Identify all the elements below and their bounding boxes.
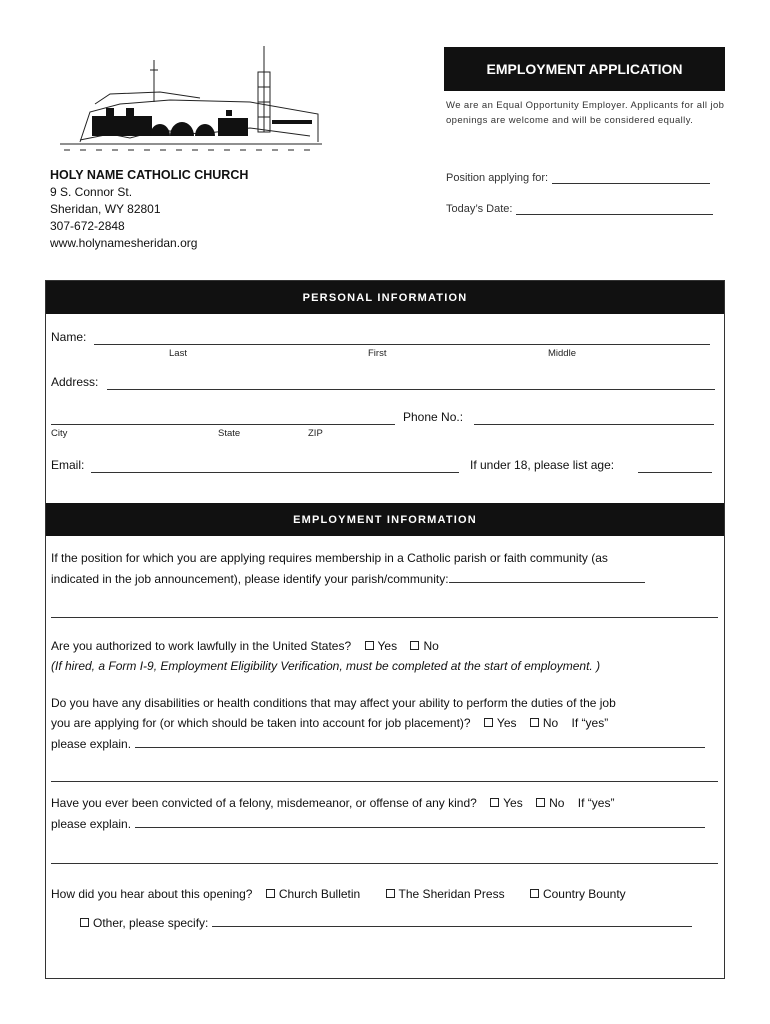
church-city: Sheridan, WY 82801 [50, 202, 161, 216]
eeo-statement: We are an Equal Opportunity Employer. Applicants for all job openings are welcome and will be considered equally. [446, 100, 725, 126]
name-label: Name: [51, 330, 87, 344]
employment-section-header: EMPLOYMENT INFORMATION [46, 503, 724, 536]
felony-yes-option[interactable] [490, 796, 523, 810]
email-label: Email: [51, 458, 85, 472]
form-title: EMPLOYMENT APPLICATION [444, 47, 725, 91]
church-street: 9 S. Connor St. [50, 185, 133, 199]
position-label: Position applying for: [446, 172, 549, 184]
yes-label: Yes [503, 796, 523, 810]
checkbox-icon[interactable] [365, 641, 374, 650]
felony-if-yes: If “yes” [577, 796, 615, 810]
church-website: www.holynamesheridan.org [50, 236, 198, 250]
middle-label: Middle [548, 348, 576, 359]
checkbox-icon[interactable] [490, 798, 499, 807]
felony-explain-line[interactable] [135, 813, 705, 828]
hear-bulletin-option[interactable] [266, 887, 360, 901]
zip-label: ZIP [308, 428, 323, 439]
no-label: No [423, 639, 439, 653]
checkbox-icon[interactable] [530, 889, 539, 898]
disability-explain-label: please explain. [51, 737, 132, 751]
checkbox-icon[interactable] [536, 798, 545, 807]
felony-question [51, 793, 721, 834]
yes-label: Yes [377, 639, 398, 653]
phone-line[interactable] [474, 424, 714, 425]
hear-other-option[interactable] [80, 912, 720, 933]
church-name: HOLY NAME CATHOLIC CHURCH [50, 168, 249, 182]
checkbox-icon[interactable] [80, 918, 89, 927]
address-line[interactable] [107, 389, 715, 390]
email-line[interactable] [91, 472, 459, 473]
other-specify-line[interactable] [212, 912, 692, 927]
hear-question-text: How did you hear about this opening? [51, 887, 253, 901]
disability-no-option[interactable] [530, 716, 558, 730]
name-line[interactable] [94, 344, 710, 345]
position-line[interactable] [552, 171, 710, 184]
no-label: No [542, 716, 559, 730]
age-line[interactable] [638, 472, 712, 473]
authorized-no-option[interactable] [410, 639, 438, 653]
age-label: If under 18, please list age: [470, 458, 615, 472]
city-state-zip-line[interactable] [51, 424, 395, 425]
disability-explain-line[interactable] [135, 733, 705, 748]
phone-label: Phone No.: [403, 410, 464, 424]
hear-question [51, 884, 721, 904]
checkbox-icon[interactable] [484, 718, 493, 727]
first-label: First [368, 348, 387, 359]
no-label: No [549, 796, 565, 810]
address-label: Address: [51, 375, 99, 389]
bulletin-label: Church Bulletin [278, 887, 361, 901]
checkbox-icon[interactable] [266, 889, 275, 898]
press-label: The Sheridan Press [398, 887, 505, 901]
disability-question-line1: Do you have any disabilities or health conditions that may affect your ability to perform the duties of the job [51, 696, 616, 710]
hear-bounty-option[interactable] [530, 887, 626, 901]
authorized-question [51, 636, 721, 656]
date-label: Today’s Date: [446, 203, 513, 215]
felony-question-text: Have you ever been convicted of a felony, misdemeanor, or offense of any kind? [51, 796, 477, 810]
bounty-label: Country Bounty [542, 887, 626, 901]
date-line[interactable] [516, 202, 713, 215]
parish-answer-line[interactable] [449, 568, 645, 583]
parish-extra-line[interactable] [51, 617, 718, 618]
position-field[interactable] [446, 171, 710, 184]
form-box [45, 280, 725, 979]
authorized-yes-option[interactable] [365, 639, 398, 653]
parish-question-line1: If the position for which you are applying requires membership in a Catholic parish or faith community (as [51, 551, 608, 565]
authorized-question-text: Are you authorized to work lawfully in the United States? [51, 639, 352, 653]
date-field[interactable] [446, 202, 713, 215]
church-contact [50, 167, 248, 252]
hear-press-option[interactable] [386, 887, 505, 901]
personal-section-header: PERSONAL INFORMATION [46, 281, 724, 314]
i9-note: (If hired, a Form I-9, Employment Eligibility Verification, must be completed at the start of employment. ) [51, 659, 601, 673]
disability-yes-option[interactable] [484, 716, 517, 730]
other-label: Other, please specify: [93, 916, 209, 930]
disability-extra-line[interactable] [51, 781, 718, 782]
disability-question-line2: you are applying for (or which should be taken into account for job placement)? [51, 716, 471, 730]
disability-if-yes: If “yes” [571, 716, 609, 730]
felony-extra-line[interactable] [51, 863, 718, 864]
state-label: State [218, 428, 241, 439]
felony-no-option[interactable] [536, 796, 564, 810]
yes-label: Yes [496, 716, 517, 730]
checkbox-icon[interactable] [530, 718, 539, 727]
parish-question [51, 548, 721, 589]
parish-question-line2: indicated in the job announcement), please identify your parish/community: [51, 572, 449, 586]
felony-explain-label: please explain. [51, 817, 132, 831]
church-phone: 307-672-2848 [50, 219, 125, 233]
last-label: Last [169, 348, 187, 359]
disability-question [51, 693, 721, 754]
church-logo [50, 42, 330, 162]
checkbox-icon[interactable] [386, 889, 395, 898]
checkbox-icon[interactable] [410, 641, 419, 650]
city-label: City [51, 428, 68, 439]
